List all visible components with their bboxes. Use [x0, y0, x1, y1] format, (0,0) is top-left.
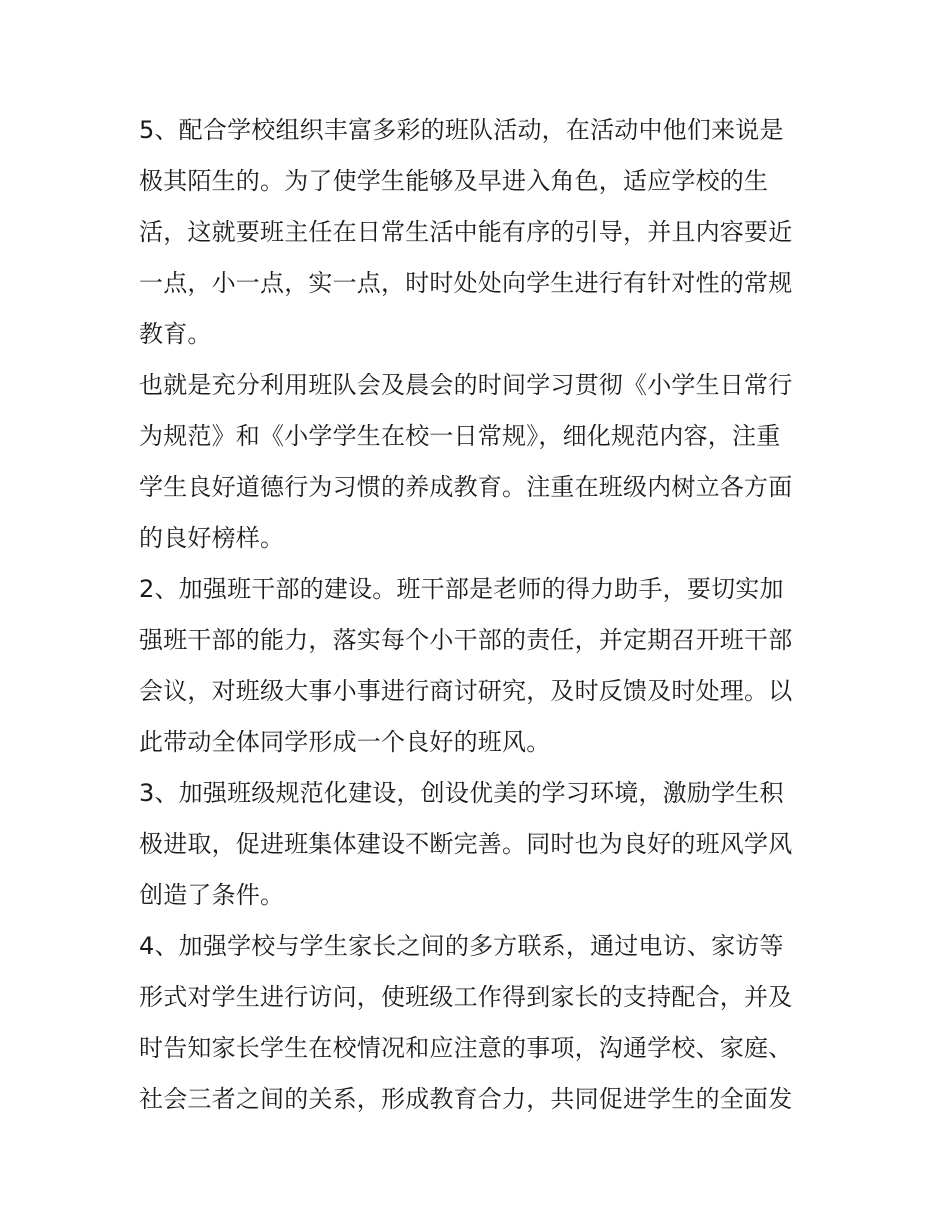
text-line: 也就是充分利用班队会及晨会的时间学习贯彻《小学生日常行 [139, 371, 793, 399]
text-line: 活，这就要班主任在日常生活中能有序的引导，并且内容要近 [139, 218, 793, 246]
text-line: 5、配合学校组织丰富多彩的班队活动，在活动中他们来说是 [139, 116, 784, 144]
text-line: 为规范》和《小学学生在校一日常规》，细化规范内容，注重 [139, 422, 781, 450]
text-line: 时告知家长学生在校情况和应注意的事项，沟通学校、家庭、 [139, 1034, 793, 1062]
text-line: 一点，小一点，实一点，时时处处向学生进行有针对性的常规 [139, 269, 793, 297]
text-line: 创造了条件。 [139, 881, 285, 909]
text-line: 学生良好道德行为习惯的养成教育。注重在班级内树立各方面 [139, 473, 793, 501]
text-line: 3、加强班级规范化建设，创设优美的学习环境，激励学生积 [139, 779, 784, 807]
text-line: 2、加强班干部的建设。班干部是老师的得力助手，要切实加 [139, 575, 784, 603]
text-line: 形式对学生进行访问，使班级工作得到家长的支持配合，并及 [139, 983, 793, 1011]
text-line: 极其陌生的。为了使学生能够及早进入角色，适应学校的生 [139, 167, 769, 195]
text-line: 的良好榜样。 [139, 524, 285, 552]
text-line: 4、加强学校与学生家长之间的多方联系，通过电访、家访等 [139, 932, 784, 960]
text-line: 社会三者之间的关系，形成教育合力，共同促进学生的全面发 [139, 1085, 793, 1113]
text-line: 此带动全体同学形成一个良好的班风。 [139, 728, 551, 756]
document-body [139, 105, 819, 1125]
text-line: 会议，对班级大事小事进行商讨研究，及时反馈及时处理。以 [139, 677, 793, 705]
text-line: 教育。 [139, 320, 212, 348]
text-line: 极进取，促进班集体建设不断完善。同时也为良好的班风学风 [139, 830, 793, 858]
text-line: 强班干部的能力，落实每个小干部的责任，并定期召开班干部 [139, 626, 793, 654]
